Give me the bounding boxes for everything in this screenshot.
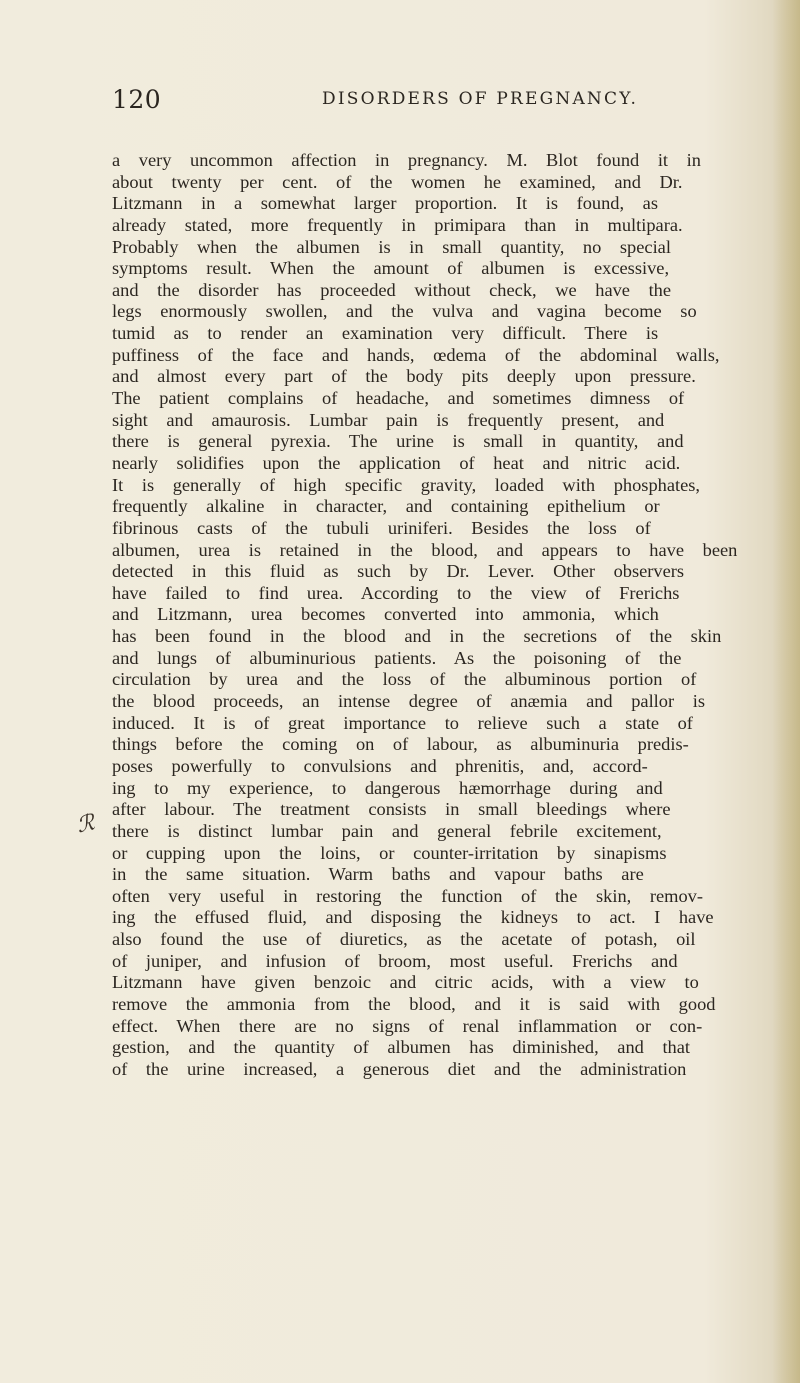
text-line: detected in this fluid as such by Dr. Lever. Other observers (112, 561, 685, 582)
text-line: things before the coming on of labour, as albuminuria predis- (112, 734, 689, 755)
text-line: and Litzmann, urea becomes converted into ammonia, which (112, 604, 659, 625)
text-line: has been found in the blood and in the secretions of the skin (112, 626, 722, 647)
text-line: ing the effused fluid, and disposing the kidneys to act. I have (112, 907, 714, 928)
text-line: remove the ammonia from the blood, and it is said with good (112, 993, 716, 1014)
handwritten-margin-note: ℛ (74, 810, 97, 839)
body-text (112, 150, 782, 1081)
text-line: have failed to find urea. According to the view of Frerichs (112, 582, 680, 603)
text-line: gestion, and the quantity of albumen has diminished, and that (112, 1037, 691, 1058)
text-line: and almost every part of the body pits deeply upon pressure. (112, 366, 696, 387)
text-line: already stated, more frequently in primipara than in multipara. (112, 214, 683, 235)
text-line: the blood proceeds, an intense degree of anæmia and pallor is (112, 691, 705, 712)
text-line: poses powerfully to convulsions and phrenitis, and, accord- (112, 755, 648, 776)
text-line: legs enormously swollen, and the vulva and vagina become so (112, 301, 697, 322)
text-line: tumid as to render an examination very difficult. There is (112, 323, 659, 344)
text-line: a very uncommon affection in pregnancy. M. Blot found it in (112, 150, 701, 170)
text-line: symptoms result. When the amount of albumen is excessive, (112, 258, 670, 279)
text-line: Litzmann in a somewhat larger proportion. It is found, as (112, 193, 658, 214)
text-line: Litzmann have given benzoic and citric acids, with a view to (112, 972, 699, 993)
text-line: and the disorder has proceeded without check, we have the (112, 279, 672, 300)
text-line: also found the use of diuretics, as the acetate of potash, oil (112, 929, 696, 950)
text-line: induced. It is of great importance to relieve such a state of (112, 712, 693, 733)
page-header (112, 85, 772, 115)
text-line: It is generally of high specific gravity, loaded with phosphates, (112, 474, 701, 495)
text-line: albumen, urea is retained in the blood, and appears to have been (112, 539, 738, 560)
text-line: after labour. The treatment consists in small bleedings where (112, 799, 671, 820)
text-line: Probably when the albumen is in small quantity, no special (112, 236, 671, 257)
page-number: 120 (112, 85, 162, 114)
text-line: or cupping upon the loins, or counter-irritation by sinapisms (112, 842, 667, 863)
text-line: effect. When there are no signs of renal inflammation or con- (112, 1015, 703, 1036)
text-line: there is general pyrexia. The urine is small in quantity, and (112, 431, 684, 452)
text-line: puffiness of the face and hands, œdema of the abdominal walls, (112, 344, 720, 365)
text-line: frequently alkaline in character, and containing epithelium or (112, 496, 660, 517)
text-line: of the urine increased, a generous diet and the administration (112, 1058, 687, 1079)
text-line: about twenty per cent. of the women he examined, and Dr. (112, 171, 683, 192)
text-line: nearly solidifies upon the application of heat and nitric acid. (112, 452, 681, 473)
text-line: of juniper, and infusion of broom, most useful. Frerichs and (112, 950, 678, 971)
text-line: and lungs of albuminurious patients. As the poisoning of the (112, 647, 682, 668)
running-head: DISORDERS OF PREGNANCY. (322, 89, 639, 109)
text-line: fibrinous casts of the tubuli uriniferi. Besides the loss of (112, 517, 651, 538)
text-line: often very useful in restoring the function of the skin, remov- (112, 885, 703, 906)
text-line: circulation by urea and the loss of the albuminous portion of (112, 669, 697, 690)
text-line: there is distinct lumbar pain and general febrile excitement, (112, 820, 662, 841)
text-line: ing to my experience, to dangerous hæmorrhage during and (112, 777, 663, 798)
text-line: in the same situation. Warm baths and vapour baths are (112, 864, 644, 885)
text-line: The patient complains of headache, and sometimes dimness of (112, 388, 685, 409)
text-line: sight and amaurosis. Lumbar pain is frequently present, and (112, 409, 665, 430)
